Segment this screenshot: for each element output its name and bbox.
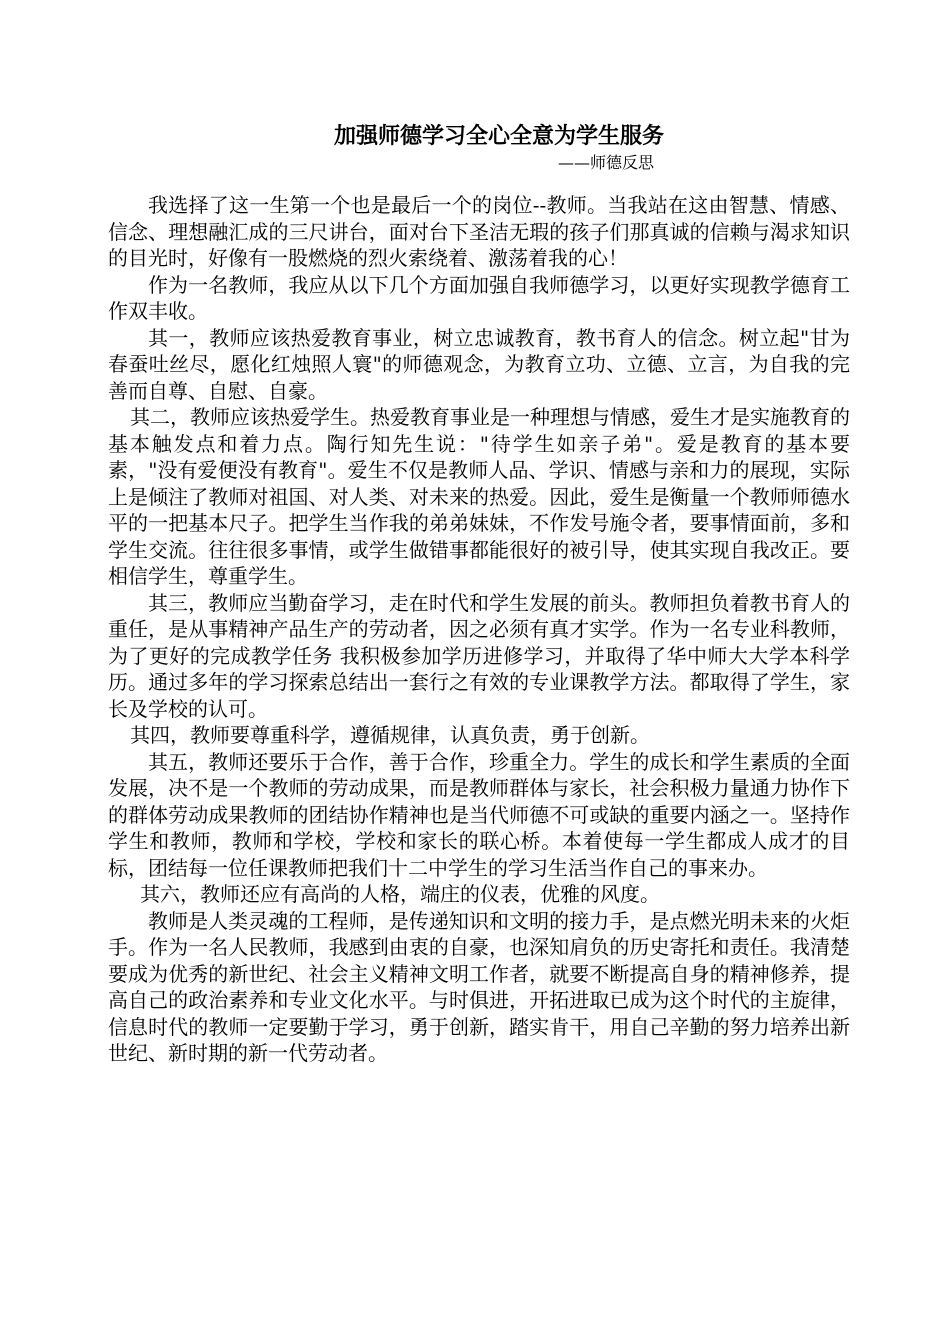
paragraph-intro: 我选择了这一生第一个也是最后一个的岗位--教师。当我站在这由智慧、情感、信念、理想融汇成的三尺讲台，面对台下圣洁无瑕的孩子们那真诚的信赖与渴求知识的目光时，好像有一股燃烧的烈火索绕着、激荡着我的心！ [108,193,850,270]
paragraph-point-3: 其三，教师应当勤奋学习，走在时代和学生发展的前头。教师担负着教书育人的重任，是从事精神产品生产的劳动者，因之必须有真才实学。作为一名专业科教师，为了更好的完成教学任务 我积极参加学历进修学习，并取得了华中师大大学本科学历。通过多年的学习探索总结出一套行之有效的专业课教学方法。都取得了学生，家长及学校的认可。 [108,590,850,721]
document-subtitle: ——师德反思 [557,153,654,172]
document-title: 加强师德学习全心全意为学生服务 [333,123,664,149]
paragraph-point-6: 其六，教师还应有高尚的人格，端庄的仪表，优雅的风度。 [140,882,660,906]
paragraph-point-5: 其五，教师还要乐于合作，善于合作，珍重全力。学生的成长和学生素质的全面发展，决不是一个教师的劳动成果，而是教师群体与家长，社会积极力量通力协作下的群体劳动成果教师的团结协作精神也是当代师德不可或缺的重要内涵之一。坚持作学生和教师，教师和学校，学校和家长的联心桥。本着使每一学生都成人成才的目标，团结每一位任课教师把我们十二中学生的学习生活当作自己的事来办。 [108,749,850,880]
paragraph-point-1: 其一，教师应该热爱教育事业，树立忠诚教育，教书育人的信念。树立起"甘为春蚕吐丝尽，愿化红烛照人寰"的师德观念，为教育立功、立德、立言，为自我的完善而自尊、自慰、自豪。 [108,325,850,403]
paragraph-conclusion: 教师是人类灵魂的工程师，是传递知识和文明的接力手，是点燃光明未来的火炬手。作为一名人民教师，我感到由衷的自豪，也深知肩负的历史寄托和责任。我清楚要成为优秀的新世纪、社会主义精神文明工作者，就要不断提高自身的精神修养，提高自己的政治素养和专业文化水平。与时俱进，开拓进取已成为这个时代的主旋律，信息时代的教师一定要勤于学习，勇于创新，踏实肯干，用自己辛勤的努力培养出新世纪、新时期的新一代劳动者。 [108,908,850,1065]
paragraph-point-2: 其二，教师应该热爱学生。热爱教育事业是一种理想与情感，爱生才是实施教育的基本触发点和着力点。陶行知先生说："待学生如亲子弟"。爱是教育的基本要素，"没有爱便没有教育"。爱生不仅是教师人品、学识、情感与亲和力的展现，实际上是倾注了教师对祖国、对人类、对未来的热爱。因此，爱生是衡量一个教师师德水平的一把基本尺子。把学生当作我的弟弟妹妹，不作发号施令者，要事情面前，多和学生交流。往往很多事情，或学生做错事都能很好的被引导，使其实现自我改正。要相信学生，尊重学生。 [108,405,850,588]
paragraph-point-4: 其四，教师要尊重科学，遵循规律，认真负责，勇于创新。 [130,723,650,747]
paragraph-overview: 作为一名教师，我应从以下几个方面加强自我师德学习，以更好实现教学德育工作双丰收。 [108,272,850,323]
document-page [108,120,850,1067]
